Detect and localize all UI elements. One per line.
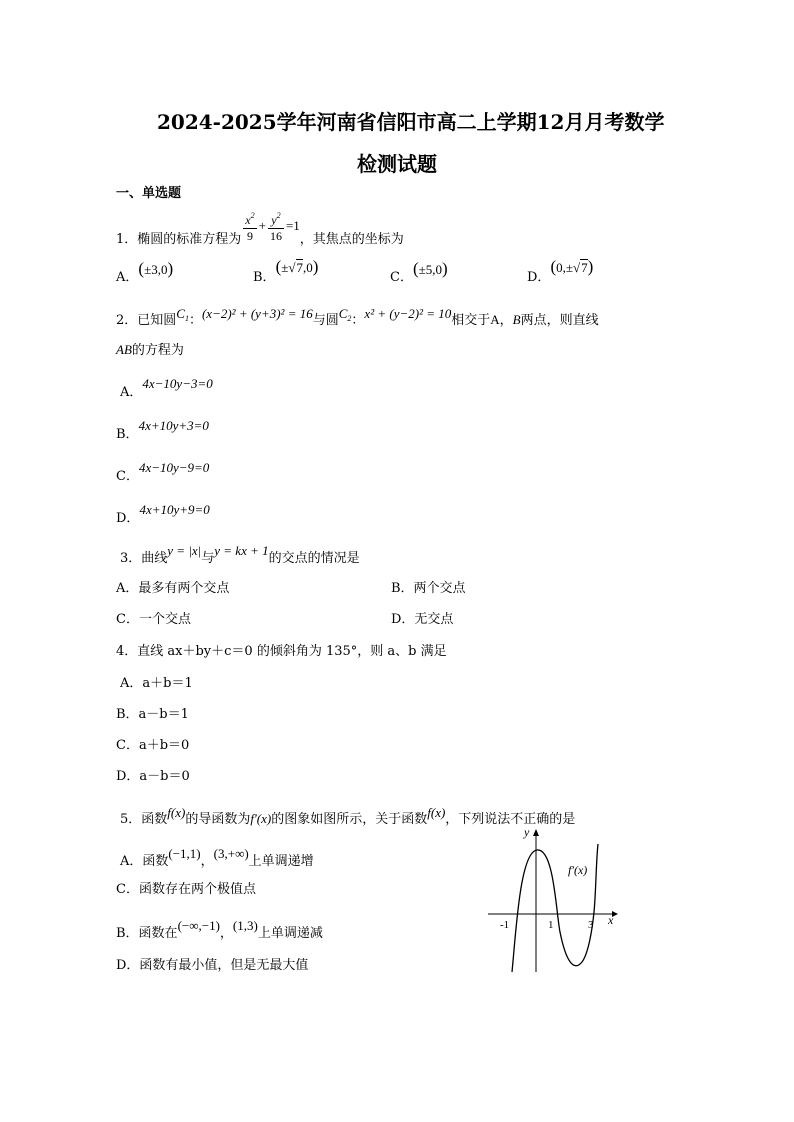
q4-option-a: A．a＋b＝1 xyxy=(120,676,193,691)
q5-option-b-interval1: (−∞,−1) xyxy=(177,918,220,933)
q2-intersect-post: 两点，则直线 xyxy=(520,313,599,328)
derivative-graph xyxy=(484,822,624,978)
q1-option-a: A．(±3,0) xyxy=(116,259,174,285)
graph-y-arrow xyxy=(533,829,539,836)
q5-option-a-sep: ， xyxy=(200,854,214,869)
q5-mid1: 的导函数为 xyxy=(185,812,251,827)
graph-y-label: y xyxy=(524,825,530,839)
q2-c1: $C_1$ xyxy=(176,306,189,323)
q2-option-d-value: 4x+10y+9=0 xyxy=(139,502,210,517)
q1-eq-one: =1 xyxy=(285,218,300,234)
section-heading: 一、单选题 xyxy=(116,186,182,201)
q5-fprime: f′(x) xyxy=(250,811,272,826)
q1-option-d: D．(0,±√7) xyxy=(527,257,594,285)
q2-option-c-label: C． xyxy=(116,469,139,484)
q3-prefix: 3．曲线 xyxy=(120,551,168,566)
q5-suffix: ，下列说法不正确的是 xyxy=(445,812,576,827)
q2-option-d xyxy=(116,502,210,526)
q1-eq-y: y xyxy=(271,213,277,227)
q5-option-a-interval1: (−1,1) xyxy=(168,846,201,861)
q5-option-c: C．函数存在两个极值点 xyxy=(116,882,256,897)
q5-prefix: 5．函数 xyxy=(120,812,168,827)
q2-option-a xyxy=(120,376,213,400)
q2-colon-1: ： xyxy=(188,313,202,328)
q3-option-d: D．无交点 xyxy=(391,612,454,627)
graph-tick-3: 3 xyxy=(588,919,594,931)
q5-mid2: 的图象如图所示，关于函数 xyxy=(271,812,428,827)
q3-curve-2: y = kx + 1 xyxy=(214,543,269,558)
q2-option-c xyxy=(116,460,210,484)
q2-point-sep: ， xyxy=(499,313,513,328)
q2-stem-line2 xyxy=(116,342,184,359)
q3-curve-1: y = |x| xyxy=(167,543,202,558)
q1-option-d-prefix: 0,± xyxy=(556,260,573,275)
q1-eq-x: x xyxy=(245,213,251,227)
q1-eq-plus: + xyxy=(258,218,266,234)
q1-eq-16: 16 xyxy=(269,229,282,243)
q1-eq-9: 9 xyxy=(246,229,253,243)
q4-option-c: C．a＋b＝0 xyxy=(116,738,190,753)
q2-prefix: 2．已知圆 xyxy=(116,313,177,328)
q4-option-b: B．a－b＝1 xyxy=(116,707,189,722)
q2-point-a: A xyxy=(490,312,500,327)
q1-option-c-label: C． xyxy=(390,270,413,285)
q5-option-b-interval2: (1,3) xyxy=(232,918,258,933)
q2-option-c-value: 4x−10y−9=0 xyxy=(138,460,210,475)
q2-line-ab: AB xyxy=(116,342,132,357)
q5-option-a xyxy=(120,846,314,869)
doc-title-line2: 检测试题 xyxy=(357,152,437,176)
q5-option-a-interval2: (3,+∞) xyxy=(213,846,249,861)
graph-tick-1: 1 xyxy=(548,919,554,931)
graph-curve-label: f′(x) xyxy=(568,863,588,877)
q2-option-b-value: 4x+10y+3=0 xyxy=(138,418,209,433)
q1-option-c: C．(±5,0) xyxy=(390,259,448,285)
q2-point-b: B xyxy=(512,312,521,327)
q1-option-a-label: A． xyxy=(116,270,139,285)
question-1-stem xyxy=(116,211,404,247)
q1-prefix: 1．椭圆的标准方程为 xyxy=(116,232,242,247)
question-5-stem xyxy=(120,805,576,827)
q1-option-b-pm: ± xyxy=(281,260,289,275)
q1-option-b: B．(±√7,0) xyxy=(253,257,319,285)
q5-option-a-pre: A．函数 xyxy=(120,854,169,869)
q1-option-b-radicand: 7 xyxy=(296,260,304,275)
q2-option-b-label: B． xyxy=(116,427,139,442)
q3-option-a: A．最多有两个交点 xyxy=(116,581,230,596)
doc-title-line1: 2024-2025学年河南省信阳市高二上学期12月月考数学 xyxy=(157,110,665,134)
q1-suffix: ，其焦点的坐标为 xyxy=(299,232,404,247)
q2-circle1-equation: (x−2)² + (y+3)² = 16 xyxy=(201,306,313,321)
q4-option-d: D．a－b＝0 xyxy=(116,769,190,784)
q5-option-b-sep: ， xyxy=(219,926,233,941)
question-3-stem xyxy=(120,543,360,566)
question-2-stem xyxy=(116,306,599,328)
q2-line2-suffix: 的方程为 xyxy=(131,343,184,358)
q5-option-b-post: 上单调递减 xyxy=(257,926,323,941)
q2-option-a-value: 4x−10y−3=0 xyxy=(142,376,213,391)
q2-circle2-equation: x² + (y−2)² = 10 xyxy=(364,306,452,321)
q1-eq-sq-y: 2 xyxy=(276,211,281,220)
q1-equation xyxy=(241,213,300,244)
q2-option-d-label: D． xyxy=(116,511,140,526)
q3-suffix: 的交点的情况是 xyxy=(268,551,360,566)
q5-option-a-post: 上单调递增 xyxy=(248,854,314,869)
q1-option-c-value: ±5,0 xyxy=(418,262,443,277)
q5-option-b xyxy=(116,918,323,941)
q5-fx-2: f(x) xyxy=(427,805,446,820)
q5-fx: f(x) xyxy=(167,805,186,820)
q1-option-b-label: B． xyxy=(253,270,276,285)
q1-option-d-label: D． xyxy=(527,270,551,285)
q2-c2: $C_2$ xyxy=(338,306,352,323)
graph-tick-neg1: -1 xyxy=(500,919,510,931)
q2-option-a-label: A． xyxy=(120,385,143,400)
question-4-stem: 4．直线 ax＋by＋c＝0 的倾斜角为 135°，则 a、b 满足 xyxy=(116,644,447,659)
q1-option-d-radicand: 7 xyxy=(581,260,588,275)
q1-eq-sq-x: 2 xyxy=(250,211,255,220)
q2-colon-2: ： xyxy=(351,313,365,328)
q1-option-a-value: ±3,0 xyxy=(144,262,168,277)
graph-x-label: x xyxy=(608,913,614,927)
q3-mid: 与 xyxy=(201,551,215,566)
q3-option-c: C．一个交点 xyxy=(116,612,191,627)
q5-option-d: D．函数有最小值，但是无最大值 xyxy=(116,958,309,973)
q3-option-b: B．两个交点 xyxy=(391,581,466,596)
q2-intersect-pre: 相交于 xyxy=(451,313,491,328)
q2-mid-text: 与圆 xyxy=(312,313,339,328)
q1-option-b-rest: ,0 xyxy=(303,260,313,275)
q2-option-b xyxy=(116,418,209,442)
q5-option-b-pre: B．函数在 xyxy=(116,926,178,941)
